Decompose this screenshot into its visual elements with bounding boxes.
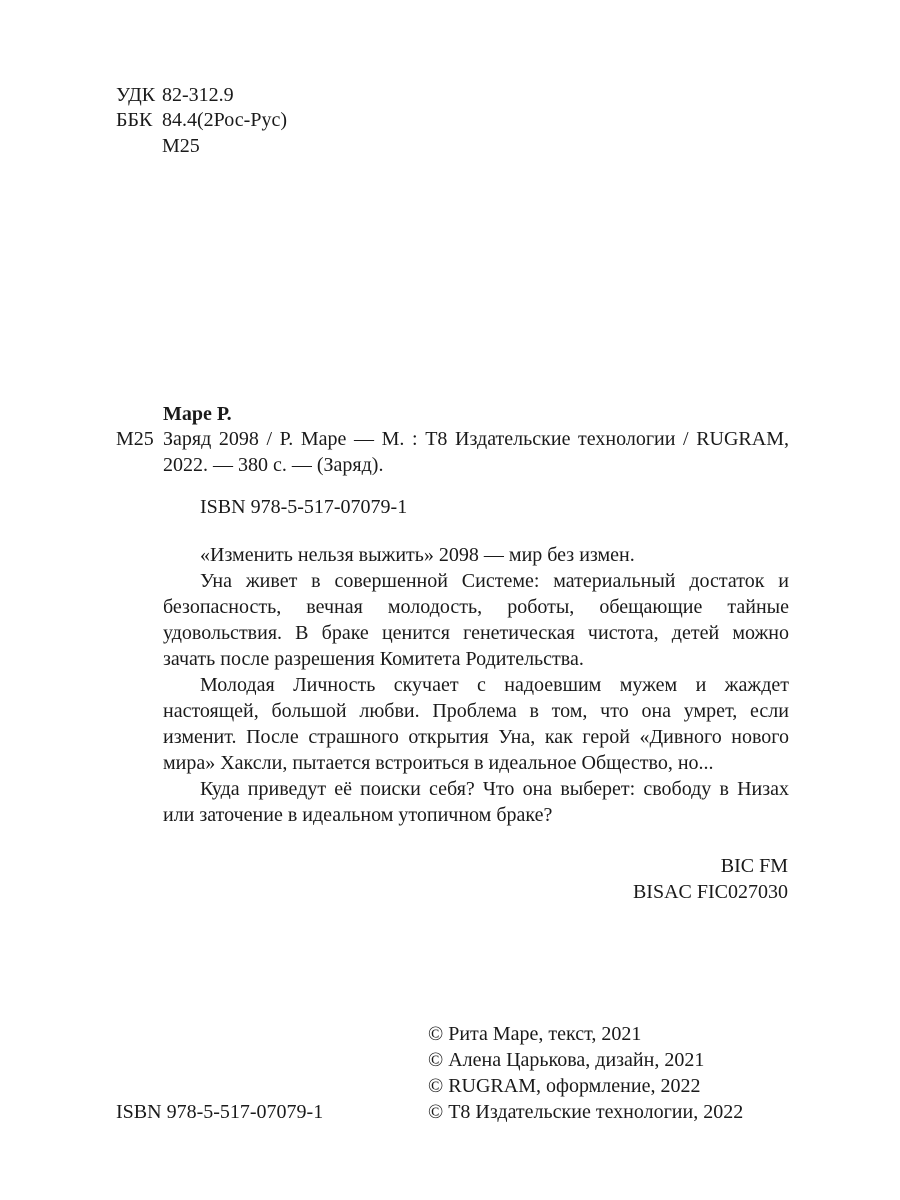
bbk-value: 84.4(2Рос-Рус) xyxy=(162,109,287,131)
copyright-line: © Т8 Издательские технологии, 2022 xyxy=(428,1101,744,1123)
copyright-line: © RUGRAM, оформление, 2022 xyxy=(428,1075,701,1097)
bisac-code: BISAC FIC027030 xyxy=(632,881,788,903)
copyright-line: © Алена Царькова, дизайн, 2021 xyxy=(428,1049,705,1071)
author-mark-top: М25 xyxy=(162,135,200,157)
annotation-paragraph: Молодая Личность скучает с надоевшим мужем и жаждет настоящей, большой любви. Проблема в том, что она умрет, если изменит. После страшного открытия Уна, как герой «Дивного нового мира» Хаксли, пытается встроиться в идеальное Общество, но... xyxy=(163,674,789,774)
bbk-label: ББК xyxy=(116,109,153,131)
copyright-block xyxy=(428,1021,743,1125)
bibliographic-description: Заряд 2098 / Р. Маре — М. : Т8 Издательские технологии / RUGRAM, 2022. — 380 с. — (Заряд). xyxy=(163,428,789,476)
subject-codes xyxy=(633,853,788,905)
udk-value: 82-312.9 xyxy=(162,84,234,106)
udk-label: УДК xyxy=(116,84,156,106)
author-mark-row xyxy=(116,133,200,159)
author-name: Маре Р. xyxy=(163,403,232,425)
annotation xyxy=(163,542,789,828)
copyright-line: © Рита Маре, текст, 2021 xyxy=(428,1023,642,1045)
annotation-paragraph: Куда приведут её поиски себя? Что она выберет: свободу в Низах или заточение в идеальном утопичном браке? xyxy=(163,778,789,826)
isbn-footer: ISBN 978-5-517-07079-1 xyxy=(116,1101,324,1123)
bbk-row xyxy=(116,107,287,133)
isbn-description: ISBN 978-5-517-07079-1 xyxy=(200,496,408,518)
annotation-paragraph: «Изменить нельзя выжить» 2098 — мир без измен. xyxy=(200,544,635,566)
bic-code: BIC FM xyxy=(720,855,788,877)
author-mark-left: М25 xyxy=(116,428,154,450)
udk-row xyxy=(116,82,234,108)
annotation-paragraph: Уна живет в совершенной Системе: материальный достаток и безопасность, вечная молодость, роботы, обещающие тайные удовольствия. В браке ценится генетическая чистота, детей можно зачать после разрешения Комитета Родительства. xyxy=(163,570,789,670)
